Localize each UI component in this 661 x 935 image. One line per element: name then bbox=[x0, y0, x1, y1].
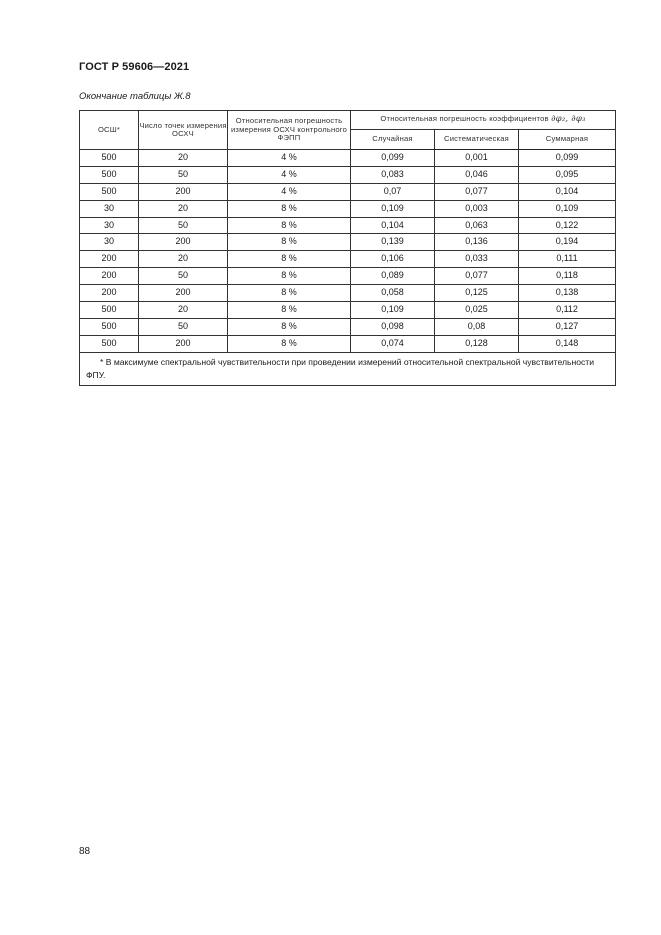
cell-points: 200 bbox=[139, 183, 228, 200]
cell-systematic: 0,136 bbox=[435, 234, 519, 251]
cell-points: 20 bbox=[139, 150, 228, 167]
cell-total: 0,127 bbox=[519, 318, 616, 335]
cell-total: 0,118 bbox=[519, 268, 616, 285]
cell-total: 0,095 bbox=[519, 166, 616, 183]
cell-total: 0,111 bbox=[519, 251, 616, 268]
cell-random: 0,074 bbox=[351, 335, 435, 352]
cell-rel-error: 8 % bbox=[228, 217, 351, 234]
cell-osh: 30 bbox=[80, 200, 139, 217]
table-row bbox=[80, 251, 616, 268]
cell-systematic: 0,046 bbox=[435, 166, 519, 183]
cell-systematic: 0,128 bbox=[435, 335, 519, 352]
cell-rel-error: 8 % bbox=[228, 285, 351, 302]
header-systematic: Систематическая bbox=[435, 130, 519, 150]
cell-points: 20 bbox=[139, 302, 228, 319]
table-row bbox=[80, 234, 616, 251]
cell-systematic: 0,025 bbox=[435, 302, 519, 319]
cell-random: 0,139 bbox=[351, 234, 435, 251]
cell-total: 0,148 bbox=[519, 335, 616, 352]
cell-osh: 500 bbox=[80, 335, 139, 352]
cell-rel-error: 4 % bbox=[228, 183, 351, 200]
cell-systematic: 0,077 bbox=[435, 268, 519, 285]
cell-random: 0,109 bbox=[351, 302, 435, 319]
cell-systematic: 0,033 bbox=[435, 251, 519, 268]
table-row bbox=[80, 335, 616, 352]
cell-total: 0,194 bbox=[519, 234, 616, 251]
cell-osh: 500 bbox=[80, 166, 139, 183]
cell-points: 50 bbox=[139, 217, 228, 234]
cell-random: 0,106 bbox=[351, 251, 435, 268]
cell-osh: 500 bbox=[80, 150, 139, 167]
cell-random: 0,098 bbox=[351, 318, 435, 335]
header-coeff-error-group bbox=[351, 111, 616, 130]
cell-points: 200 bbox=[139, 234, 228, 251]
cell-systematic: 0,001 bbox=[435, 150, 519, 167]
cell-systematic: 0,077 bbox=[435, 183, 519, 200]
cell-total: 0,122 bbox=[519, 217, 616, 234]
cell-systematic: 0,125 bbox=[435, 285, 519, 302]
cell-rel-error: 4 % bbox=[228, 166, 351, 183]
table-row bbox=[80, 183, 616, 200]
cell-random: 0,07 bbox=[351, 183, 435, 200]
cell-random: 0,089 bbox=[351, 268, 435, 285]
table-row bbox=[80, 150, 616, 167]
header-coeff-symbols: ∂φ₂, ∂φ₃ bbox=[551, 114, 586, 125]
header-osh: ОСШ* bbox=[80, 111, 139, 150]
cell-rel-error: 8 % bbox=[228, 268, 351, 285]
table-row bbox=[80, 302, 616, 319]
cell-systematic: 0,003 bbox=[435, 200, 519, 217]
table-footnote: * В максимуме спектральной чувствительности при проведении измерений относительной спектральной чувствительности ФПУ. bbox=[80, 352, 616, 385]
cell-total: 0,112 bbox=[519, 302, 616, 319]
cell-systematic: 0,063 bbox=[435, 217, 519, 234]
cell-points: 50 bbox=[139, 268, 228, 285]
table-row bbox=[80, 318, 616, 335]
table-body bbox=[80, 150, 616, 353]
cell-random: 0,099 bbox=[351, 150, 435, 167]
cell-total: 0,109 bbox=[519, 200, 616, 217]
table-row bbox=[80, 166, 616, 183]
cell-rel-error: 8 % bbox=[228, 318, 351, 335]
cell-osh: 500 bbox=[80, 318, 139, 335]
cell-osh: 200 bbox=[80, 268, 139, 285]
table-row bbox=[80, 200, 616, 217]
document-code: ГОСТ Р 59606—2021 bbox=[79, 61, 190, 73]
cell-points: 20 bbox=[139, 251, 228, 268]
table-row bbox=[80, 285, 616, 302]
table-caption: Окончание таблицы Ж.8 bbox=[79, 91, 191, 102]
page-number: 88 bbox=[79, 846, 91, 857]
cell-points: 200 bbox=[139, 285, 228, 302]
cell-random: 0,109 bbox=[351, 200, 435, 217]
cell-osh: 30 bbox=[80, 234, 139, 251]
data-table bbox=[79, 110, 616, 386]
cell-points: 20 bbox=[139, 200, 228, 217]
cell-rel-error: 8 % bbox=[228, 234, 351, 251]
cell-rel-error: 8 % bbox=[228, 302, 351, 319]
cell-total: 0,104 bbox=[519, 183, 616, 200]
header-coeff-error-label: Относительная погрешность коэффициентов bbox=[380, 114, 549, 124]
table-row bbox=[80, 268, 616, 285]
cell-osh: 500 bbox=[80, 302, 139, 319]
cell-rel-error: 4 % bbox=[228, 150, 351, 167]
cell-points: 200 bbox=[139, 335, 228, 352]
cell-systematic: 0,08 bbox=[435, 318, 519, 335]
header-random: Случайная bbox=[351, 130, 435, 150]
cell-rel-error: 8 % bbox=[228, 251, 351, 268]
cell-rel-error: 8 % bbox=[228, 200, 351, 217]
cell-total: 0,099 bbox=[519, 150, 616, 167]
table-row bbox=[80, 217, 616, 234]
cell-points: 50 bbox=[139, 166, 228, 183]
cell-random: 0,058 bbox=[351, 285, 435, 302]
header-rel-error: Относительная погрешность измерения ОСХЧ контрольного ФЭПП bbox=[228, 111, 351, 150]
cell-osh: 200 bbox=[80, 251, 139, 268]
cell-osh: 500 bbox=[80, 183, 139, 200]
cell-points: 50 bbox=[139, 318, 228, 335]
header-total: Суммарная bbox=[519, 130, 616, 150]
cell-total: 0,138 bbox=[519, 285, 616, 302]
cell-random: 0,083 bbox=[351, 166, 435, 183]
cell-osh: 30 bbox=[80, 217, 139, 234]
cell-rel-error: 8 % bbox=[228, 335, 351, 352]
cell-random: 0,104 bbox=[351, 217, 435, 234]
cell-osh: 200 bbox=[80, 285, 139, 302]
header-points: Число точек измерения ОСХЧ bbox=[139, 111, 228, 150]
